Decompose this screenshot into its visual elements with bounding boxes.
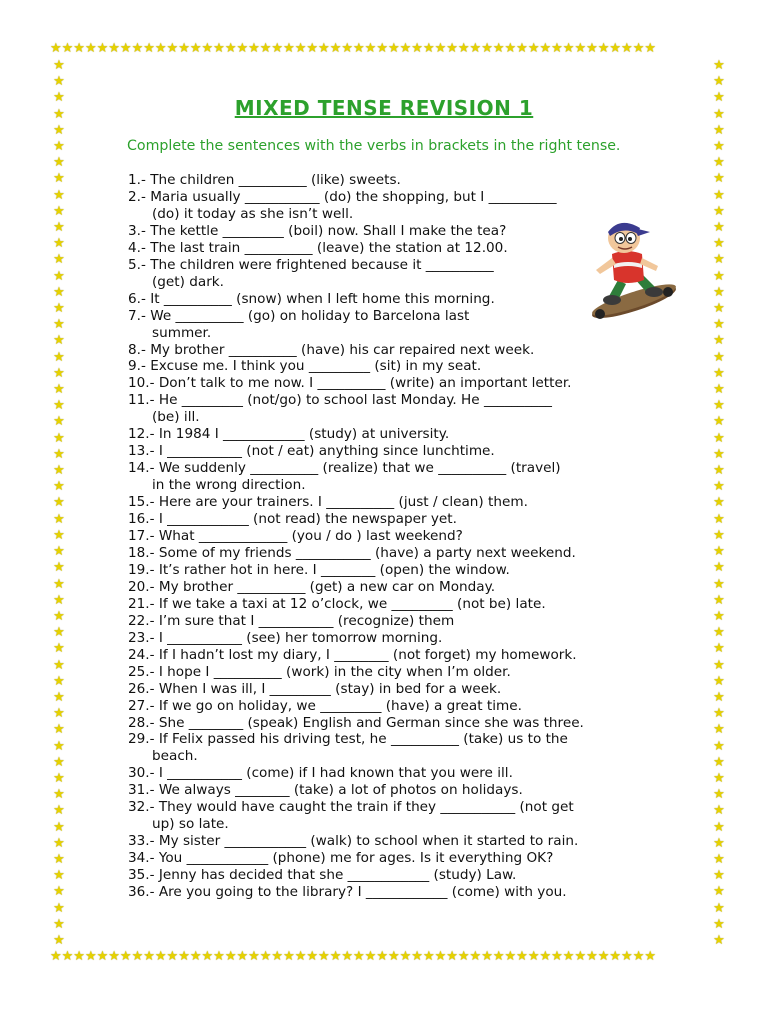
- exercise-line: 34.- You ____________ (phone) me for ages. Is it everything OK?: [128, 850, 554, 867]
- exercise-line: 4.- The last train __________ (leave) the station at 12.00.: [128, 239, 508, 256]
- exercise-line: 35.- Jenny has decided that she ____________ (study) Law.: [128, 867, 517, 884]
- exercise-line: 6.- It __________ (snow) when I left home this morning.: [128, 290, 495, 307]
- exercise-line: 33.- My sister ____________ (walk) to school when it started to rain.: [128, 833, 579, 850]
- exercise-line: 17.- What _____________ (you / do ) last weekend?: [128, 528, 463, 545]
- star-border-right-icon: ★ ★ ★ ★ ★ ★ ★ ★ ★ ★ ★ ★ ★ ★ ★ ★ ★ ★ ★ ★ ★ ★ ★ ★ ★ ★ ★ ★ ★ ★ ★ ★ ★ ★ ★ ★ ★ ★ ★ ★ ★ ★ ★ ★ ★ ★ ★ ★ ★ ★ ★ ★ ★ ★ ★: [713, 58, 725, 948]
- exercise-line: 26.- When I was ill, I _________ (stay) in bed for a week.: [128, 680, 502, 697]
- exercise-line-continued: (do) it today as she isn’t well.: [152, 205, 354, 222]
- exercise-line-continued: (be) ill.: [152, 409, 200, 426]
- exercise-line: 32.- They would have caught the train if they ___________ (not get: [128, 799, 574, 816]
- exercise-line: 28.- She ________ (speak) English and German since she was three.: [128, 714, 584, 731]
- exercise-line: 31.- We always ________ (take) a lot of photos on holidays.: [128, 782, 523, 799]
- exercise-line-continued: (get) dark.: [152, 273, 224, 290]
- exercise-line: 36.- Are you going to the library? I ____________ (come) with you.: [128, 884, 567, 901]
- exercise-line: 9.- Excuse me. I think you _________ (sit) in my seat.: [128, 358, 482, 375]
- exercise-line: 5.- The children were frightened because it __________: [128, 256, 494, 273]
- exercise-line: 23.- I ___________ (see) her tomorrow morning.: [128, 629, 443, 646]
- skateboard-kid-illustration: [578, 214, 682, 322]
- exercise-line: 21.- If we take a taxi at 12 o’clock, we _________ (not be) late.: [128, 595, 546, 612]
- star-border-top-icon: ★★★★★★★★★★★★★★★★★★★★★★★★★★★★★★★★★★★★★★★★★★★★★★★★★★★★: [50, 42, 657, 56]
- exercise-line: 24.- If I hadn’t lost my diary, I ________ (not forget) my homework.: [128, 646, 577, 663]
- exercise-line: 12.- In 1984 I ____________ (study) at university.: [128, 426, 450, 443]
- exercise-line-continued: summer.: [152, 324, 212, 341]
- exercise-line: 16.- I ____________ (not read) the newspaper yet.: [128, 511, 457, 528]
- exercise-line: 30.- I ___________ (come) if I had known that you were ill.: [128, 765, 513, 782]
- exercise-line-continued: up) so late.: [152, 816, 229, 833]
- exercise-line: 11.- He _________ (not/go) to school last Monday. He __________: [128, 392, 552, 409]
- worksheet-title: MIXED TENSE REVISION 1: [234, 96, 534, 120]
- exercise-line-continued: in the wrong direction.: [152, 477, 306, 494]
- exercise-line: 15.- Here are your trainers. I __________ (just / clean) them.: [128, 494, 528, 511]
- exercise-line-continued: beach.: [152, 748, 198, 765]
- exercise-line: 20.- My brother __________ (get) a new car on Monday.: [128, 578, 496, 595]
- exercise-line: 3.- The kettle _________ (boil) now. Shall I make the tea?: [128, 222, 507, 239]
- exercise-line: 8.- My brother __________ (have) his car repaired next week.: [128, 341, 535, 358]
- exercise-line: 10.- Don’t talk to me now. I __________ (write) an important letter.: [128, 375, 572, 392]
- exercise-line: 29.- If Felix passed his driving test, he __________ (take) us to the: [128, 731, 568, 748]
- star-border-left-icon: ★ ★ ★ ★ ★ ★ ★ ★ ★ ★ ★ ★ ★ ★ ★ ★ ★ ★ ★ ★ ★ ★ ★ ★ ★ ★ ★ ★ ★ ★ ★ ★ ★ ★ ★ ★ ★ ★ ★ ★ ★ ★ ★ ★ ★ ★ ★ ★ ★ ★ ★ ★ ★ ★ ★: [53, 58, 65, 948]
- exercise-line: 18.- Some of my friends ___________ (have) a party next weekend.: [128, 544, 576, 561]
- exercise-line: 2.- Maria usually ___________ (do) the shopping, but I __________: [128, 188, 557, 205]
- exercise-line: 22.- I’m sure that I ___________ (recognize) them: [128, 612, 455, 629]
- exercise-line: 1.- The children __________ (like) sweets.: [128, 172, 401, 188]
- exercise-line: 19.- It’s rather hot in here. I ________ (open) the window.: [128, 561, 510, 578]
- exercise-line: 14.- We suddenly __________ (realize) that we __________ (travel): [128, 460, 561, 477]
- exercise-line: 27.- If we go on holiday, we _________ (have) a great time.: [128, 697, 522, 714]
- exercise-line: 25.- I hope I __________ (work) in the city when I’m older.: [128, 663, 511, 680]
- star-border-bottom-icon: ★★★★★★★★★★★★★★★★★★★★★★★★★★★★★★★★★★★★★★★★★★★★★★★★★★★★: [50, 950, 657, 964]
- exercise-line: 13.- I ___________ (not / eat) anything since lunchtime.: [128, 443, 495, 460]
- exercise-line: 7.- We __________ (go) on holiday to Barcelona last: [128, 307, 470, 324]
- instructions: Complete the sentences with the verbs in brackets in the right tense.: [127, 138, 621, 154]
